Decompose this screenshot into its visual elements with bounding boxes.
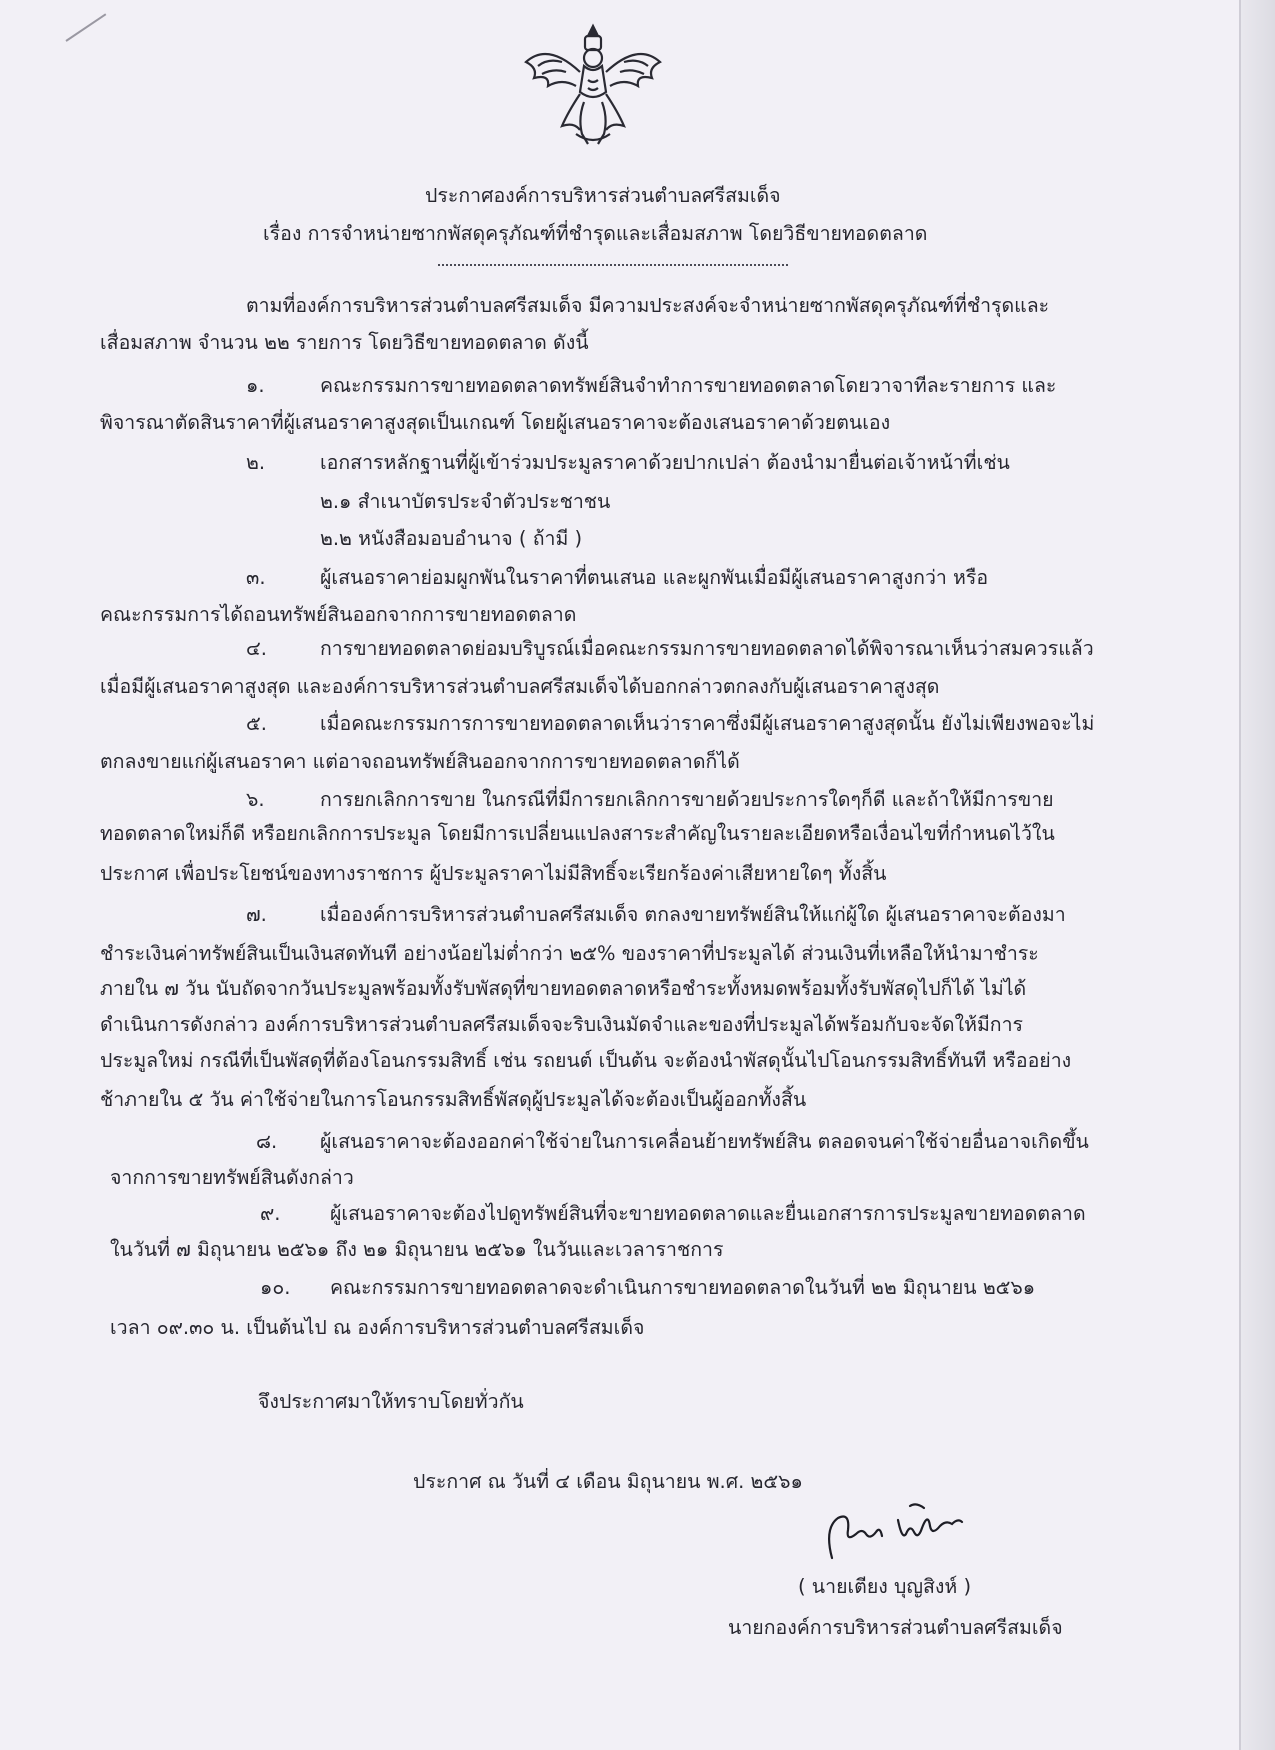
item-5-line-1: เมื่อคณะกรรมการการขายทอดตลาดเห็นว่าราคาซึ่งมีผู้เสนอราคาสูงสุดนั้น ยังไม่เพียงพอจะไม่: [320, 712, 1095, 735]
paper-crease-mark: [65, 13, 106, 41]
item-number-6: ๖.: [246, 788, 265, 811]
item-number-3: ๓.: [246, 566, 266, 589]
item-10-line-2: เวลา ๐๙.๓๐ น. เป็นต้นไป ณ องค์การบริหารส่วนตำบลศรีสมเด็จ: [110, 1316, 645, 1339]
item-1-line-2: พิจารณาตัดสินราคาที่ผู้เสนอราคาสูงสุดเป็นเกณฑ์ โดยผู้เสนอราคาจะต้องเสนอราคาด้วยตนเอง: [100, 411, 891, 434]
item-number-4: ๔.: [246, 637, 267, 660]
item-4-line-2: เมื่อมีผู้เสนอราคาสูงสุด และองค์การบริหารส่วนตำบลศรีสมเด็จได้บอกกล่าวตกลงกับผู้เสนอราคาสูงสุด: [100, 675, 940, 698]
item-7-line-3: ภายใน ๗ วัน นับถัดจากวันประมูลพร้อมทั้งรับพัสดุที่ขายทอดตลาดหรือชำระทั้งหมดพร้อมทั้งรับพัสดุไปก็ได้ ไม่ได้: [100, 977, 1027, 1000]
item-number-7: ๗.: [246, 903, 267, 926]
item-number-9: ๙.: [260, 1202, 281, 1225]
item-7-line-5: ประมูลใหม่ กรณีที่เป็นพัสดุที่ต้องโอนกรรมสิทธิ์ เช่น รถยนต์ เป็นต้น จะต้องนำพัสดุนั้นไปโอนกรรมสิทธิ์ทันที หรืออย่าง: [100, 1049, 1072, 1072]
item-9-line-1: ผู้เสนอราคาจะต้องไปดูทรัพย์สินที่จะขายทอดตลาดและยื่นเอกสารการประมูลขายทอดตลาด: [330, 1202, 1086, 1225]
item-5-line-2: ตกลงขายแก่ผู้เสนอราคา แต่อาจถอนทรัพย์สินออกจากการขายทอดตลาดก็ได้: [100, 750, 740, 773]
item-2-2-line: ๒.๒ หนังสือมอบอำนาจ ( ถ้ามี ): [320, 527, 583, 550]
item-2-1-line: ๒.๑ สำเนาบัตรประจำตัวประชาชน: [320, 490, 611, 513]
handwritten-signature: [820, 1498, 980, 1568]
item-4-line-1: การขายทอดตลาดย่อมบริบูรณ์เมื่อคณะกรรมการขายทอดตลาดได้พิจารณาเห็นว่าสมควรแล้ว: [320, 637, 1094, 660]
item-6-line-3: ประกาศ เพื่อประโยชน์ของทางราชการ ผู้ประมูลราคาไม่มีสิทธิ์จะเรียกร้องค่าเสียหายใดๆ ทั้งสิ้น: [100, 862, 887, 885]
closing-statement: จึงประกาศมาให้ทราบโดยทั่วกัน: [258, 1390, 524, 1413]
title-separator: [438, 264, 788, 266]
garuda-emblem-icon: [518, 22, 668, 150]
document-title: ประกาศองค์การบริหารส่วนตำบลศรีสมเด็จ: [425, 184, 781, 207]
intro-line-2: เสื่อมสภาพ จำนวน ๒๒ รายการ โดยวิธีขายทอดตลาด ดังนี้: [100, 331, 589, 354]
item-number-10: ๑๐.: [260, 1276, 291, 1299]
item-10-line-1: คณะกรรมการขายทอดตลาดจะดำเนินการขายทอดตลาดในวันที่ ๒๒ มิถุนายน ๒๕๖๑: [330, 1276, 1036, 1299]
item-2-line-1: เอกสารหลักฐานที่ผู้เข้าร่วมประมูลราคาด้วยปากเปล่า ต้องนำมายื่นต่อเจ้าหน้าที่เช่น: [320, 451, 1010, 474]
item-number-1: ๑.: [246, 374, 265, 397]
announcement-date: ประกาศ ณ วันที่ ๔ เดือน มิถุนายน พ.ศ. ๒๕๖๑: [413, 1470, 803, 1493]
intro-line-1: ตามที่องค์การบริหารส่วนตำบลศรีสมเด็จ มีความประสงค์จะจำหน่ายซากพัสดุครุภัณฑ์ที่ชำรุดและ: [246, 294, 1050, 317]
document-subject: เรื่อง การจำหน่ายซากพัสดุครุภัณฑ์ที่ชำรุดและเสื่อมสภาพ โดยวิธีขายทอดตลาด: [263, 222, 928, 245]
page-edge-line: [1239, 0, 1241, 1750]
item-3-line-2: คณะกรรมการได้ถอนทรัพย์สินออกจากการขายทอดตลาด: [100, 603, 577, 626]
item-7-line-2: ชำระเงินค่าทรัพย์สินเป็นเงินสดทันที อย่างน้อยไม่ต่ำกว่า ๒๕% ของราคาที่ประมูลได้ ส่วนเงินที่เหลือให้นำมาชำระ: [100, 942, 1039, 965]
page-edge-shadow: [1241, 0, 1275, 1750]
item-1-line-1: คณะกรรมการขายทอดตลาดทรัพย์สินจำทำการขายทอดตลาดโดยวาจาทีละรายการ และ: [320, 374, 1057, 397]
signer-name: ( นายเตียง บุญสิงห์ ): [798, 1575, 972, 1598]
item-7-line-4: ดำเนินการดังกล่าว องค์การบริหารส่วนตำบลศรีสมเด็จจะริบเงินมัดจำและของที่ประมูลได้พร้อมกับจะจัดให้มีการ: [100, 1013, 1024, 1036]
signer-position: นายกองค์การบริหารส่วนตำบลศรีสมเด็จ: [728, 1616, 1063, 1639]
item-9-line-2: ในวันที่ ๗ มิถุนายน ๒๕๖๑ ถึง ๒๑ มิถุนายน ๒๕๖๑ ในวันและเวลาราชการ: [110, 1238, 724, 1261]
item-6-line-1: การยกเลิกการขาย ในกรณีที่มีการยกเลิกการขายด้วยประการใดๆก็ดี และถ้าให้มีการขาย: [320, 788, 1054, 811]
item-number-2: ๒.: [246, 451, 266, 474]
item-7-line-1: เมื่อองค์การบริหารส่วนตำบลศรีสมเด็จ ตกลงขายทรัพย์สินให้แก่ผู้ใด ผู้เสนอราคาจะต้องมา: [320, 903, 1066, 926]
item-7-line-6: ช้าภายใน ๕ วัน ค่าใช้จ่ายในการโอนกรรมสิทธิ์พัสดุผู้ประมูลได้จะต้องเป็นผู้ออกทั้งสิ้น: [100, 1088, 807, 1111]
item-3-line-1: ผู้เสนอราคาย่อมผูกพันในราคาที่ตนเสนอ และผูกพันเมื่อมีผู้เสนอราคาสูงกว่า หรือ: [320, 566, 989, 589]
item-8-line-2: จากการขายทรัพย์สินดังกล่าว: [110, 1166, 354, 1189]
item-8-line-1: ผู้เสนอราคาจะต้องออกค่าใช้จ่ายในการเคลื่อนย้ายทรัพย์สิน ตลอดจนค่าใช้จ่ายอื่นอาจเกิดขึ้น: [320, 1130, 1089, 1153]
item-6-line-2: ทอดตลาดใหม่ก็ดี หรือยกเลิกการประมูล โดยมีการเปลี่ยนแปลงสาระสำคัญในรายละเอียดหรือเงื่อนไขที่กำหนดไว้ใน: [100, 822, 1055, 845]
item-number-8: ๘.: [256, 1130, 278, 1153]
item-number-5: ๕.: [246, 712, 267, 735]
